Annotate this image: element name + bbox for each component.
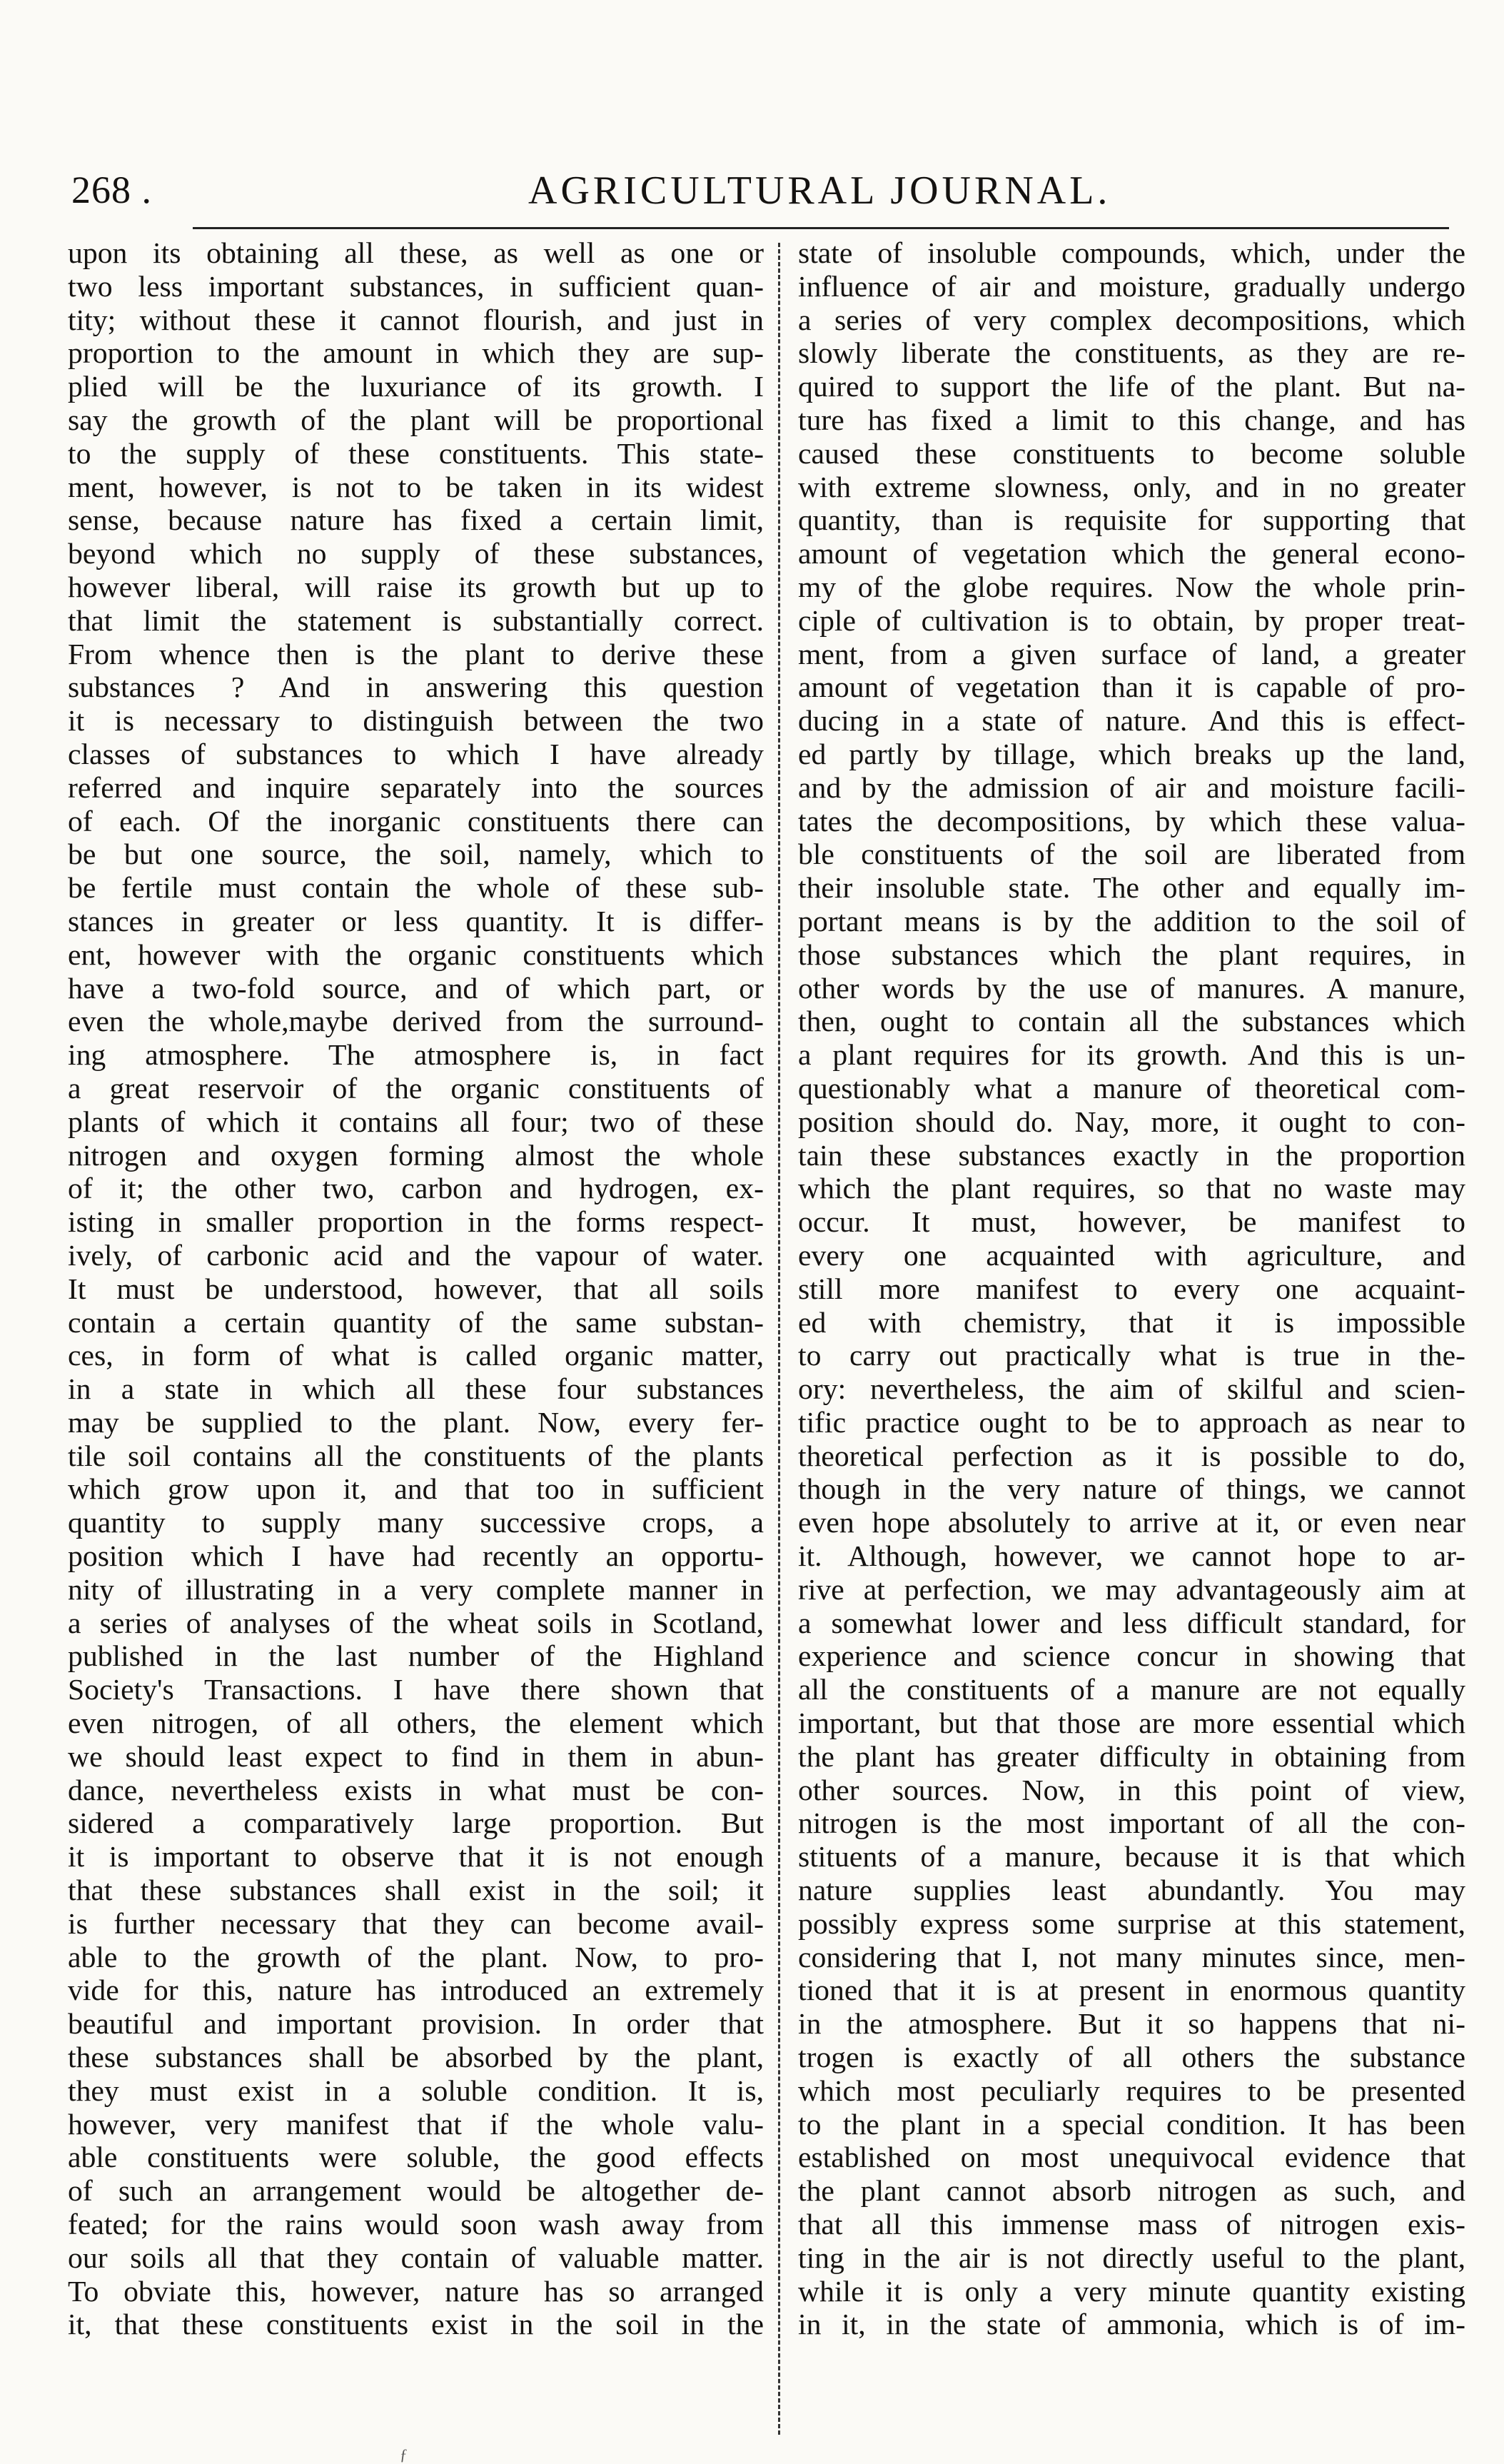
text-line: their insoluble state. The other and equally im- (798, 872, 1465, 905)
text-line: isting in smaller proportion in the forms respect- (68, 1206, 764, 1239)
text-line: quantity to supply many successive crops, a (68, 1507, 764, 1540)
text-line: those substances which the plant requires, in (798, 938, 1465, 972)
text-line: ces, in form of what is called organic matter, (68, 1339, 764, 1373)
text-line: which grow upon it, and that too in sufficient (68, 1473, 764, 1507)
text-line: in a state in which all these four substances (68, 1373, 764, 1407)
text-line: amount of vegetation than it is capable of pro- (798, 671, 1465, 705)
text-line: contain a certain quantity of the same substan- (68, 1306, 764, 1339)
text-line: sense, because nature has fixed a certain limit, (68, 504, 764, 538)
text-line: rive at perfection, we may advantageously aim at (798, 1573, 1465, 1606)
text-line: stances in greater or less quantity. It is differ- (68, 905, 764, 938)
text-line: beautiful and important provision. In order that (68, 2008, 764, 2041)
text-line: dance, nevertheless exists in what must be con- (68, 1774, 764, 1807)
text-line: though in the very nature of things, we cannot (798, 1473, 1465, 1507)
text-line: of each. Of the inorganic constituents there can (68, 805, 764, 838)
text-line: tile soil contains all the constituents of the plants (68, 1439, 764, 1473)
text-line: other words by the use of manures. A manure, (798, 972, 1465, 1005)
text-line: ory: nevertheless, the aim of skilful and scien- (798, 1373, 1465, 1407)
text-line: proportion to the amount in which they are sup- (68, 337, 764, 371)
text-line: my of the globe requires. Now the whole prin- (798, 570, 1465, 604)
text-line: referred and inquire separately into the sources (68, 771, 764, 805)
text-line: it, that these constituents exist in the soil in the (68, 2308, 764, 2342)
page-number: 268 . (71, 169, 152, 211)
text-line: with extreme slowness, only, and in no greater (798, 471, 1465, 504)
text-line: slowly liberate the constituents, as they are re- (798, 337, 1465, 371)
text-line: nity of illustrating in a very complete manner in (68, 1573, 764, 1606)
text-line: influence of air and moisture, gradually undergo (798, 270, 1465, 303)
text-line: nitrogen is the most important of all the con- (798, 1807, 1465, 1841)
text-line: in it, in the state of ammonia, which is of im- (798, 2308, 1465, 2342)
text-line: able to the growth of the plant. Now, to pro- (68, 1941, 764, 1974)
text-line: it is important to observe that it is not enough (68, 1841, 764, 1874)
text-line: stituents of a manure, because it is that which (798, 1841, 1465, 1874)
footer-mark: ƒ (400, 2445, 408, 2463)
text-line: From whence then is the plant to derive these (68, 638, 764, 671)
text-line: to carry out practically what is true in the- (798, 1339, 1465, 1373)
text-line: ively, of carbonic acid and the vapour of water. (68, 1239, 764, 1272)
text-line: a plant requires for its growth. And this is un- (798, 1039, 1465, 1072)
text-line: even hope absolutely to arrive at it, or even near (798, 1507, 1465, 1540)
text-line: they must exist in a soluble condition. It is, (68, 2074, 764, 2108)
text-line: in the atmosphere. But it so happens that ni- (798, 2008, 1465, 2041)
column-divider (778, 243, 780, 2435)
text-line: be but one source, the soil, namely, which to (68, 838, 764, 872)
text-line: plied will be the luxuriance of its growth. I (68, 371, 764, 404)
text-line: then, ought to contain all the substances which (798, 1005, 1465, 1039)
text-line: and by the admission of air and moisture facili- (798, 771, 1465, 805)
text-line: every one acquainted with agriculture, and (798, 1239, 1465, 1272)
left-text-column (68, 237, 764, 2342)
text-line: which most peculiarly requires to be presented (798, 2074, 1465, 2108)
text-line: be fertile must contain the whole of these sub- (68, 872, 764, 905)
text-line: it is necessary to distinguish between the two (68, 705, 764, 738)
text-line: tain these substances exactly in the proportion (798, 1139, 1465, 1172)
text-line: that limit the statement is substantially correct. (68, 604, 764, 638)
text-line: ciple of cultivation is to obtain, by proper treat- (798, 604, 1465, 638)
text-line: two less important substances, in sufficient quan- (68, 270, 764, 303)
text-line: say the growth of the plant will be proportional (68, 403, 764, 437)
text-line: even the whole,maybe derived from the surround- (68, 1005, 764, 1039)
text-line: theoretical perfection as it is possible to do, (798, 1439, 1465, 1473)
text-line: published in the last number of the Highland (68, 1640, 764, 1674)
text-line: of such an arrangement would be altogether de- (68, 2175, 764, 2208)
text-line: the plant cannot absorb nitrogen as such, and (798, 2175, 1465, 2208)
text-line: ment, however, is not to be taken in its widest (68, 471, 764, 504)
text-line: still more manifest to every one acquaint- (798, 1272, 1465, 1306)
text-line: that all this immense mass of nitrogen exis- (798, 2208, 1465, 2242)
text-line: other sources. Now, in this point of view, (798, 1774, 1465, 1807)
text-line: it. Although, however, we cannot hope to ar- (798, 1540, 1465, 1574)
text-line: our soils all that they contain of valuable matter. (68, 2241, 764, 2275)
text-line: however, very manifest that if the whole valu- (68, 2108, 764, 2141)
text-line: To obviate this, however, nature has so arranged (68, 2275, 764, 2308)
text-line: amount of vegetation which the general econo- (798, 538, 1465, 571)
text-line: able constituents were soluble, the good effects (68, 2141, 764, 2175)
text-line: ent, however with the organic constituents which (68, 938, 764, 972)
text-line: caused these constituents to become soluble (798, 437, 1465, 471)
text-line: of it; the other two, carbon and hydrogen, ex- (68, 1172, 764, 1206)
text-line: a somewhat lower and less difficult standard, for (798, 1606, 1465, 1640)
header-rule (193, 227, 1449, 229)
text-line: state of insoluble compounds, which, under the (798, 237, 1465, 270)
journal-title: AGRICULTURAL JOURNAL. (528, 169, 1111, 213)
text-line: quantity, than is requisite for supporting that (798, 504, 1465, 538)
text-line: ducing in a state of nature. And this is effect- (798, 705, 1465, 738)
text-line: ting in the air is not directly useful to the plant, (798, 2241, 1465, 2275)
text-line: plants of which it contains all four; two of these (68, 1105, 764, 1139)
text-line: tity; without these it cannot flourish, and just in (68, 303, 764, 337)
text-line: upon its obtaining all these, as well as one or (68, 237, 764, 270)
text-line: classes of substances to which I have already (68, 738, 764, 771)
text-line: position which I have had recently an opportu- (68, 1540, 764, 1574)
text-line: all the constituents of a manure are not equally (798, 1674, 1465, 1707)
text-line: ing atmosphere. The atmosphere is, in fact (68, 1039, 764, 1072)
text-line: established on most unequivocal evidence that (798, 2141, 1465, 2175)
text-line: vide for this, nature has introduced an extremely (68, 1974, 764, 2008)
text-line: a series of analyses of the wheat soils in Scotland, (68, 1606, 764, 1640)
text-line: tific practice ought to be to approach as near to (798, 1406, 1465, 1439)
text-line: Society's Transactions. I have there shown that (68, 1674, 764, 1707)
text-line: is further necessary that they can become avail- (68, 1907, 764, 1941)
text-line: while it is only a very minute quantity existing (798, 2275, 1465, 2308)
text-line: nature supplies least abundantly. You may (798, 1874, 1465, 1908)
text-line: feated; for the rains would soon wash away from (68, 2208, 764, 2242)
text-line: may be supplied to the plant. Now, every fer- (68, 1406, 764, 1439)
text-line: to the supply of these constituents. This state- (68, 437, 764, 471)
text-line: these substances shall be absorbed by the plant, (68, 2041, 764, 2075)
text-line: occur. It must, however, be manifest to (798, 1206, 1465, 1239)
page-header (71, 154, 1449, 218)
text-line: position should do. Nay, more, it ought to con- (798, 1105, 1465, 1139)
text-line: even nitrogen, of all others, the element which (68, 1707, 764, 1741)
text-line: the plant has greater difficulty in obtaining from (798, 1740, 1465, 1774)
text-line: a series of very complex decompositions, which (798, 303, 1465, 337)
text-line: nitrogen and oxygen forming almost the whole (68, 1139, 764, 1172)
text-line: trogen is exactly of all others the substance (798, 2041, 1465, 2075)
text-line: portant means is by the addition to the soil of (798, 905, 1465, 938)
text-line: important, but that those are more essential which (798, 1707, 1465, 1741)
text-line: however liberal, will raise its growth but up to (68, 570, 764, 604)
text-line: which the plant requires, so that no waste may (798, 1172, 1465, 1206)
text-line: a great reservoir of the organic constituents of (68, 1072, 764, 1105)
text-line: possibly express some surprise at this statement, (798, 1907, 1465, 1941)
text-line: beyond which no supply of these substances, (68, 538, 764, 571)
right-text-column (798, 237, 1465, 2342)
text-line: quired to support the life of the plant. But na- (798, 371, 1465, 404)
text-line: ble constituents of the soil are liberated from (798, 838, 1465, 872)
text-line: It must be understood, however, that all soils (68, 1272, 764, 1306)
text-line: we should least expect to find in them in abun- (68, 1740, 764, 1774)
text-line: ed partly by tillage, which breaks up the land, (798, 738, 1465, 771)
text-line: sidered a comparatively large proportion. But (68, 1807, 764, 1841)
text-line: ture has fixed a limit to this change, and has (798, 403, 1465, 437)
text-line: ed with chemistry, that it is impossible (798, 1306, 1465, 1339)
text-line: tates the decompositions, by which these valua- (798, 805, 1465, 838)
text-line: substances ? And in answering this question (68, 671, 764, 705)
text-line: considering that I, not many minutes since, men- (798, 1941, 1465, 1974)
text-line: ment, from a given surface of land, a greater (798, 638, 1465, 671)
text-line: that these substances shall exist in the soil; it (68, 1874, 764, 1908)
text-line: tioned that it is at present in enormous quantity (798, 1974, 1465, 2008)
text-line: have a two-fold source, and of which part, or (68, 972, 764, 1005)
text-line: experience and science concur in showing that (798, 1640, 1465, 1674)
text-line: questionably what a manure of theoretical com- (798, 1072, 1465, 1105)
text-line: to the plant in a special condition. It has been (798, 2108, 1465, 2141)
